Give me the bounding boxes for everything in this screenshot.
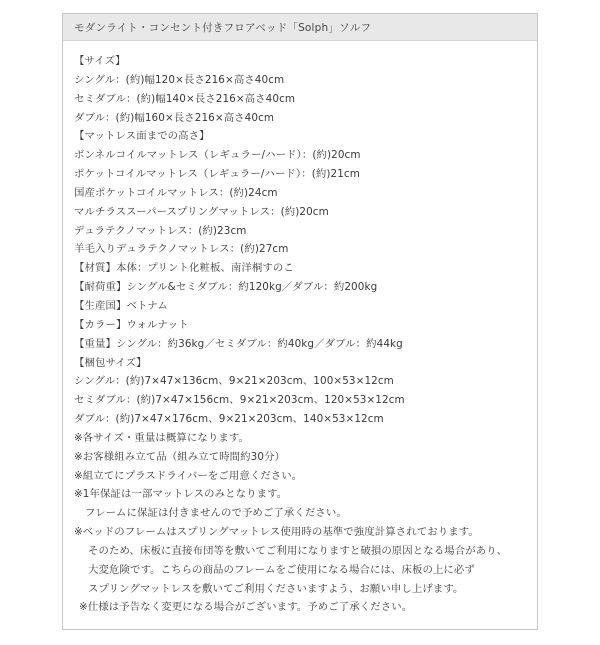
- panel-title: モダンライト・コンセント付きフロアベッド「Solph」ソルフ: [63, 14, 537, 41]
- spec-line: セミダブル：(約)幅140×長さ216×高さ40cm: [74, 92, 296, 105]
- spec-line: 【サイズ】: [74, 55, 126, 67]
- spec-list: [74, 52, 531, 617]
- spec-line: ※お客様組み立て品（組み立て時間約30分）: [74, 450, 286, 463]
- spec-line: 大変危険です。こちらの商品のフレームをご使用になる場合には、床板の上に必ず: [88, 563, 475, 576]
- spec-line: 国産ポケットコイルマットレス：(約)24cm: [74, 186, 278, 199]
- spec-line: シングル：(約)7×47×136cm、9×21×203cm、100×53×12cm: [74, 375, 394, 388]
- spec-line: 【マットレス面までの高さ】: [74, 130, 210, 143]
- spec-line: ポケットコイルマットレス（レギュラー/ハード）：(約)21cm: [74, 168, 360, 181]
- spec-line: 【カラー】ウォルナット: [74, 318, 189, 331]
- spec-line: ダブル：(約)幅160×長さ216×高さ40cm: [74, 111, 275, 124]
- spec-line: マルチラススーパースプリングマットレス：(約)20cm: [74, 205, 329, 218]
- spec-line: 【生産国】ベトナム: [74, 299, 168, 312]
- spec-line: ※各サイズ・重量は概算になります。: [74, 431, 249, 444]
- spec-line: ※組立てにプラスドライバーをご用意ください。: [74, 469, 303, 482]
- spec-line: フレームに保証は付きませんので予めご了承ください。: [85, 507, 347, 520]
- spec-line: ※1年保証は一部マットレスのみとなります。: [74, 488, 288, 501]
- spec-panel: [62, 13, 538, 630]
- spec-line: そのため、床板に直接布団等を敷いてご利用になりますと破損の原因となる場合があり、: [88, 544, 508, 557]
- spec-line: スプリングマットレスを敷いてご利用くださいますよう、お願い申し上げます。: [88, 582, 464, 595]
- spec-line: 【重量】シングル：約36kg／セミダブル：約40kg／ダブル：約44kg: [74, 337, 403, 350]
- spec-line: ※ベッドのフレームはスプリングマットレス使用時の基準で強度計算されております。: [74, 526, 479, 539]
- spec-line: デュラテクノマットレス：(約)23cm: [74, 224, 247, 237]
- spec-line: ダブル：(約)7×47×176cm、9×21×203cm、140×53×12cm: [74, 413, 384, 426]
- spec-line: ボンネルコイルマットレス（レギュラー/ハード）：(約)20cm: [74, 149, 361, 162]
- spec-line: 【梱包サイズ】: [74, 356, 147, 369]
- spec-line: 羊毛入りデュラテクノマットレス：(約)27cm: [74, 243, 289, 256]
- spec-line: 【耐荷重】シングル&セミダブル：約120kg／ダブル：約200kg: [74, 281, 378, 294]
- spec-line: 【材質】本体：プリント化粧板、南洋桐すのこ: [74, 262, 294, 275]
- spec-line: セミダブル：(約)7×47×156cm、9×21×203cm、120×53×12cm: [74, 394, 405, 407]
- spec-line: シングル：(約)幅120×長さ216×高さ40cm: [74, 73, 285, 86]
- spec-line: ※仕様は予告なく変更になる場合がございます。予めご了承ください。: [79, 601, 413, 614]
